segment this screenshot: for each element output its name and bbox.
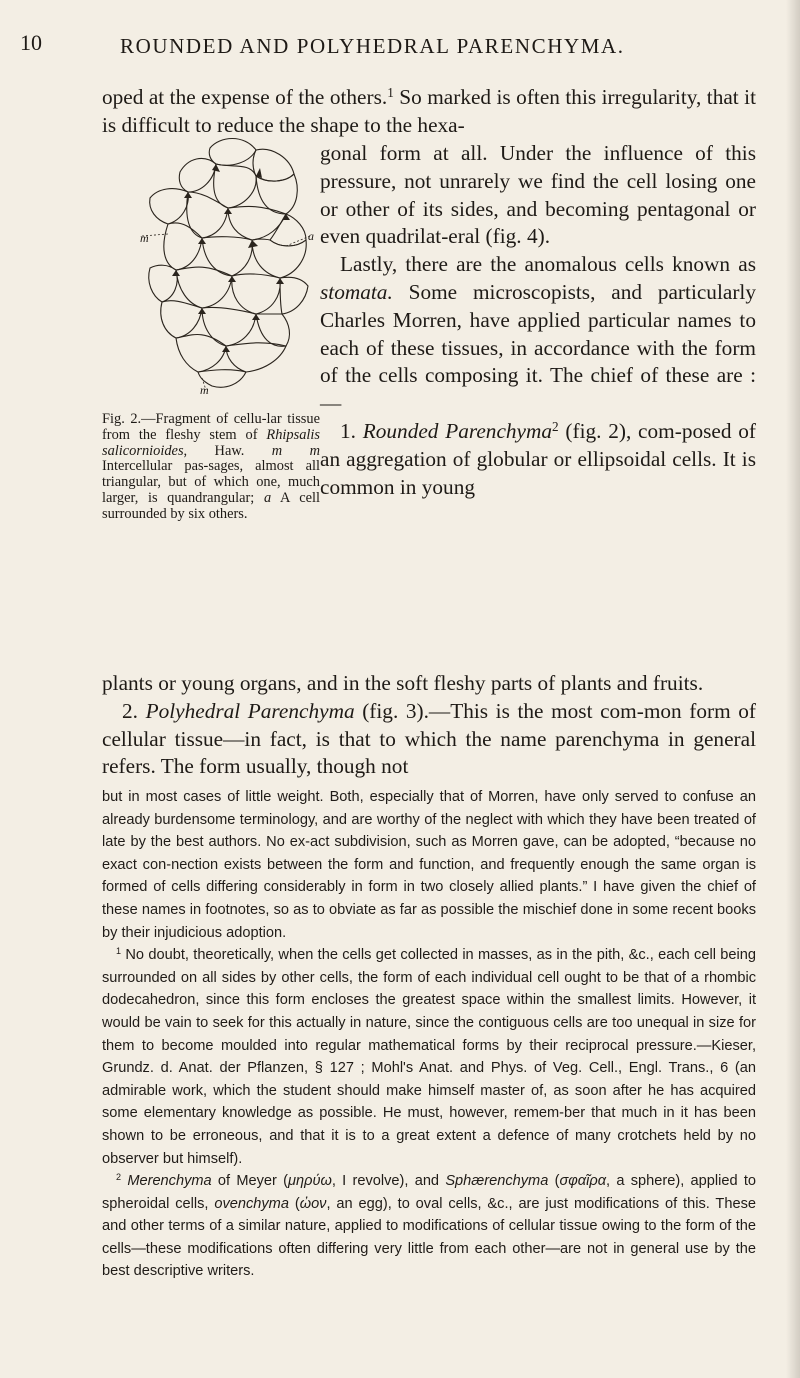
footnote-text: ( <box>548 1173 560 1190</box>
footnote-continuation <box>102 786 756 944</box>
body-text-segment: gonal form at all. Under the influence of this pressure, not unrarely we find the cell losing one or other of its sides, and becoming pentagonal or even quadrilat-eral (fig. 4). <box>320 141 756 249</box>
body-text-segment: (fig. 3).—This is the most com-mon form of cellular tissue—in fact, is that to which the name parenchyma in general refers. The form usually, though not <box>102 698 757 779</box>
footnote-text: , I revolve), and <box>331 1173 446 1190</box>
page-number: 10 <box>20 30 42 55</box>
caption-text: A cell surrounded by six others. <box>102 489 320 522</box>
footnote-mark-2: 2 <box>116 1172 122 1183</box>
body-text-segment: Some microscopists, and particularly Charles Morren, have applied particular names to each of these tissues, in accordance with the form of the cells composing it. The chief of these are :— <box>320 279 756 416</box>
greek-word: ὠον <box>299 1195 327 1212</box>
figure-2 <box>140 128 316 412</box>
footnote-text: , an egg), to oval cells, &c., are just modifications of this. These and other terms of a similar nature, applied to modifications of cellular tissue owing to the form of the cells—these modifications often differing very little from each other—are not in general use by the best descriptive writers. <box>102 1195 756 1280</box>
figure-label-m-left: m <box>140 231 149 245</box>
page-header <box>20 26 740 66</box>
footnote-text: No doubt, theoretically, when the cells get collected in masses, as in the pith, &c., each cell being surrounded on all sides by other cells, the form of each individual cell ought to be that of a rhombic dodecahedron, since this form encloses the greatest space within the smallest limits. However, it would be vain to seek for this actually in nature, since the contiguous cells are too unequal in size for them to become moulded into regular mathematical forms by their reciprocal pressure.—Kieser, Grundz. d. Anat. der Pflanzen, § 127 ; Mohl's Anat. and Phys. of Veg. Cell., Engl. Trans., 6 (an admirable work, which the student should make himself master of, as soon after he has acquired some elementary knowledge as possible. He must, however, remem-ber that much in it has been shown to be erroneous, and that it is to a great extent a defence of many crotchets held by no observer but himself). <box>102 947 756 1167</box>
list-number: 2. <box>122 698 146 723</box>
page-edge-shadow <box>786 0 800 1378</box>
greek-word: μηρύω <box>288 1173 332 1190</box>
body-text-segment: Lastly, there are the anomalous cells known as <box>340 252 756 277</box>
footnote-text: , a sphere), applied to spheroidal cells, <box>102 1173 757 1212</box>
term-stomata: stomata. <box>320 279 393 304</box>
footnote-2 <box>102 1170 756 1283</box>
greek-word: σφαῖρα <box>559 1173 607 1190</box>
footnote-ref-1: 1 <box>387 84 394 100</box>
body-text-segment: So marked is often this irregularity, that it is difficult to reduce the shape to the hexa- <box>102 85 757 137</box>
term-ovenchyma: ovenchyma <box>214 1195 289 1212</box>
list-number: 1. <box>340 418 363 443</box>
footnotes <box>102 786 756 1283</box>
footnote-1 <box>102 944 756 1170</box>
caption-text: Fig. 2.—Fragment of cellu-lar tissue from the fleshy stem of <box>102 411 320 443</box>
body-text-segment: plants or young organs, and in the soft fleshy parts of plants and fruits. <box>102 671 704 695</box>
figure-label-m-bottom: m <box>200 383 209 396</box>
caption-a: a <box>263 489 272 506</box>
caption-text: , Haw. <box>183 442 245 459</box>
caption-text: Intercellular pas-sages, almost all triangular, but of which one, much larger, is quandrangular; <box>102 458 320 506</box>
body-text-segment: (fig. 2), com-posed of an aggregation of globular or ellipsoidal cells. It is common in young <box>320 418 757 499</box>
term-polyhedral-parenchyma: Polyhedral Parenchyma <box>145 698 355 723</box>
figure-label-a: a <box>308 229 314 243</box>
term-rounded-parenchyma: Rounded Parenchyma <box>362 418 553 443</box>
footnote-mark-1: 1 <box>116 946 122 957</box>
term-merenchyma: Merenchyma <box>127 1173 212 1190</box>
cellular-tissue-illustration <box>140 128 316 396</box>
footnote-text: of Meyer ( <box>211 1173 289 1190</box>
caption-mm: m m <box>271 442 320 459</box>
body-text-segment: oped at the expense of the others. <box>102 85 388 109</box>
running-head: ROUNDED AND POLYHEDRAL PARENCHYMA. <box>120 34 625 58</box>
figure-caption <box>102 412 320 523</box>
term-sphaerenchyma: Sphærenchyma <box>445 1173 549 1190</box>
caption-species: Rhipsalis salicornioides <box>102 426 320 459</box>
text-beside-figure <box>320 140 756 501</box>
footnote-ref-2: 2 <box>552 418 559 434</box>
footnote-text: but in most cases of little weight. Both, especially that of Morren, have only served to confuse an already burdensome terminology, and are worthy of the neglect with which they have been treated of late by the best authors. No ex-act subdivision, such as Morren gave, can be adopted, “because no exact con-nection exists between the form and function, and frequently enough the same organ is formed of cells differing considerably in form in two closely allied plants.” I have given the chief of these names in footnotes, so as to obviate as far as possible the mischief done in some recent books by their injudicious adoption. <box>102 789 756 941</box>
text-below-figure <box>102 670 756 781</box>
footnote-text: ( <box>288 1195 300 1212</box>
